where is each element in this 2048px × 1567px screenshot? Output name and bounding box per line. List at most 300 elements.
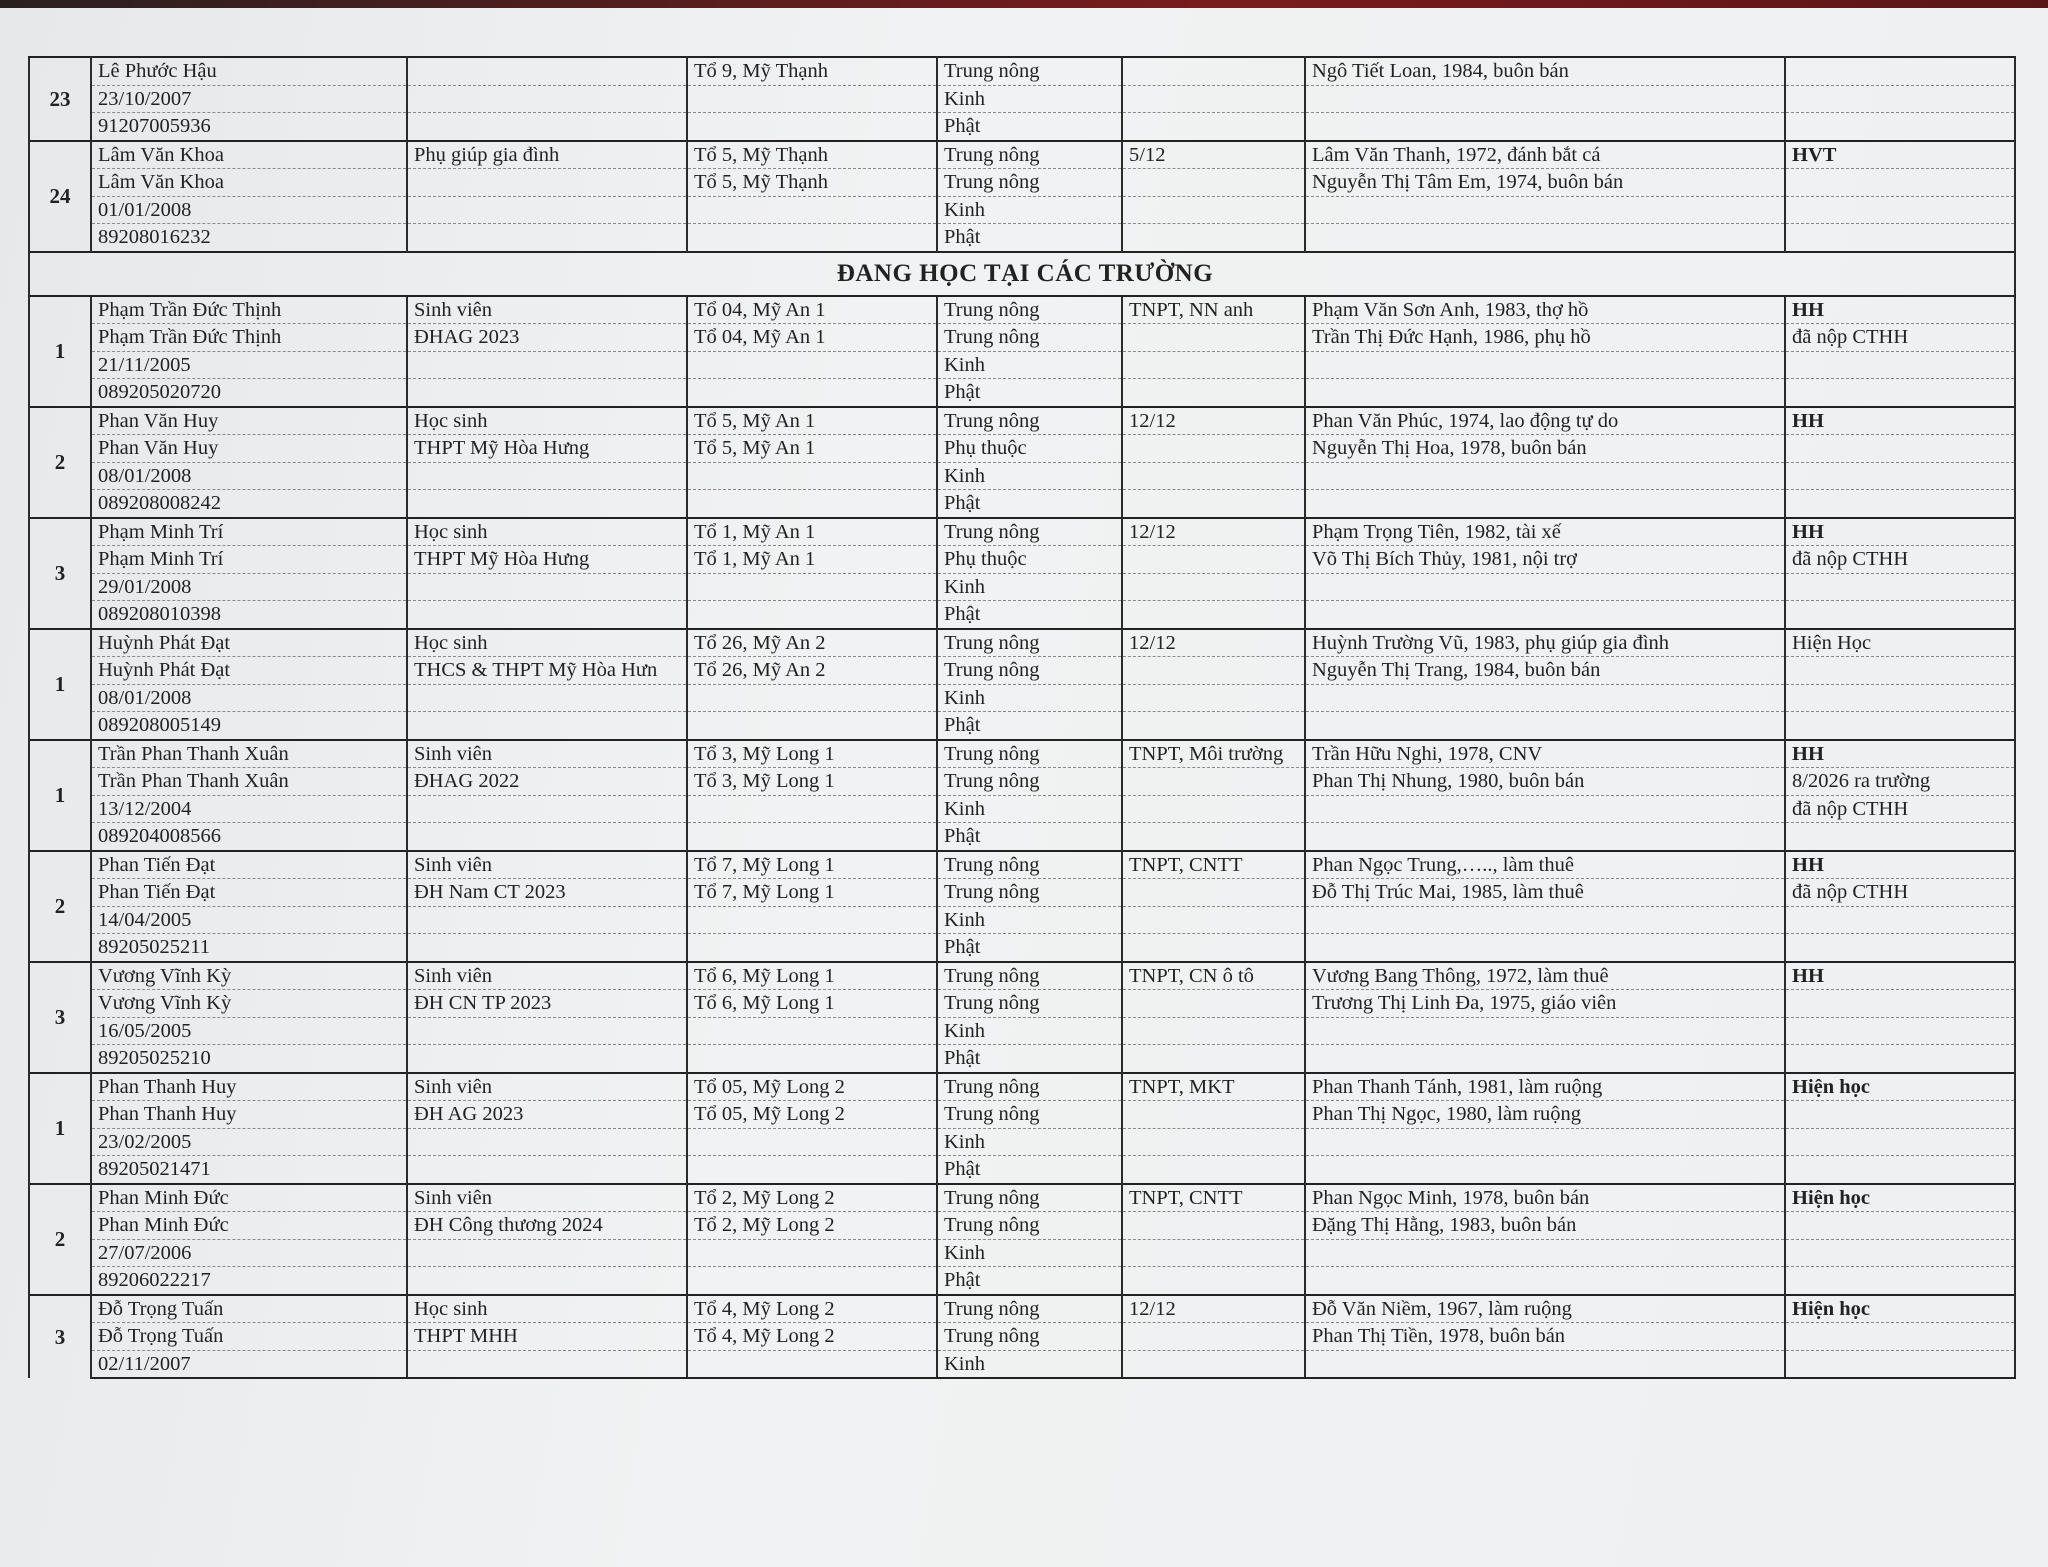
cell-name: 89205021471: [91, 1156, 407, 1184]
cell-class: Phật: [937, 1267, 1122, 1295]
cell-job: ĐH Nam CT 2023: [407, 879, 687, 907]
cell-name: Phan Minh Đức: [91, 1184, 407, 1212]
cell-parent: [1305, 1128, 1785, 1156]
cell-name: 91207005936: [91, 113, 407, 141]
cell-parent: Đặng Thị Hằng, 1983, buôn bán: [1305, 1212, 1785, 1240]
cell-name: 089204008566: [91, 823, 407, 851]
cell-edu: TNPT, CNTT: [1122, 851, 1305, 879]
cell-parent: [1305, 351, 1785, 379]
table-row: [29, 768, 2015, 796]
table-row: [29, 546, 2015, 574]
cell-edu: [1122, 1128, 1305, 1156]
cell-job: THPT MHH: [407, 1323, 687, 1351]
cell-parent: Trương Thị Linh Đa, 1975, giáo viên: [1305, 990, 1785, 1018]
cell-note: [1785, 85, 2015, 113]
cell-name: Phan Thanh Huy: [91, 1073, 407, 1101]
cell-name: 14/04/2005: [91, 906, 407, 934]
cell-edu: [1122, 546, 1305, 574]
cell-parent: Vương Bang Thông, 1972, làm thuê: [1305, 962, 1785, 990]
table-row: [29, 224, 2015, 252]
cell-note: đã nộp CTHH: [1785, 546, 2015, 574]
cell-parent: Huỳnh Trường Vũ, 1983, phụ giúp gia đình: [1305, 629, 1785, 657]
cell-parent: Phan Thị Ngọc, 1980, làm ruộng: [1305, 1101, 1785, 1129]
cell-name: Lâm Văn Khoa: [91, 169, 407, 197]
table-row: [29, 57, 2015, 85]
cell-addr: [687, 1156, 937, 1184]
table-row: [29, 1017, 2015, 1045]
cell-addr: Tổ 26, Mỹ An 2: [687, 657, 937, 685]
cell-class: Trung nông: [937, 324, 1122, 352]
table-row: [29, 851, 2015, 879]
cell-edu: [1122, 1239, 1305, 1267]
table-row: [29, 1239, 2015, 1267]
cell-addr: Tổ 6, Mỹ Long 1: [687, 962, 937, 990]
cell-addr: Tổ 05, Mỹ Long 2: [687, 1073, 937, 1101]
table-row: [29, 795, 2015, 823]
cell-name: Phạm Trần Đức Thịnh: [91, 296, 407, 324]
cell-addr: Tổ 3, Mỹ Long 1: [687, 740, 937, 768]
cell-addr: Tổ 1, Mỹ An 1: [687, 546, 937, 574]
table-row: [29, 601, 2015, 629]
table-row: [29, 85, 2015, 113]
cell-name: 089208008242: [91, 490, 407, 518]
cell-addr: [687, 1239, 937, 1267]
table-row: [29, 351, 2015, 379]
cell-addr: [687, 795, 937, 823]
cell-class: Phật: [937, 712, 1122, 740]
cell-class: Phật: [937, 1045, 1122, 1073]
cell-note: Hiện Học: [1785, 629, 2015, 657]
cell-addr: [687, 462, 937, 490]
cell-class: Trung nông: [937, 740, 1122, 768]
cell-name: Phan Tiến Đạt: [91, 851, 407, 879]
cell-note: [1785, 196, 2015, 224]
cell-parent: [1305, 823, 1785, 851]
cell-parent: [1305, 712, 1785, 740]
cell-addr: [687, 490, 937, 518]
cell-class: Phật: [937, 224, 1122, 252]
cell-addr: Tổ 1, Mỹ An 1: [687, 518, 937, 546]
cell-parent: Lâm Văn Thanh, 1972, đánh bắt cá: [1305, 141, 1785, 169]
cell-name: Trần Phan Thanh Xuân: [91, 740, 407, 768]
cell-class: Trung nông: [937, 879, 1122, 907]
row-number: 1: [29, 296, 91, 407]
cell-note: HVT: [1785, 141, 2015, 169]
cell-addr: Tổ 4, Mỹ Long 2: [687, 1295, 937, 1323]
cell-note: HH: [1785, 740, 2015, 768]
cell-name: Phan Văn Huy: [91, 407, 407, 435]
cell-parent: Võ Thị Bích Thủy, 1981, nội trợ: [1305, 546, 1785, 574]
cell-class: Kinh: [937, 85, 1122, 113]
cell-class: Kinh: [937, 351, 1122, 379]
section-title: ĐANG HỌC TẠI CÁC TRƯỜNG: [29, 252, 2015, 296]
cell-note: [1785, 1350, 2015, 1378]
cell-name: Đỗ Trọng Tuấn: [91, 1295, 407, 1323]
cell-job: THPT Mỹ Hòa Hưng: [407, 435, 687, 463]
cell-parent: [1305, 1156, 1785, 1184]
table-row: [29, 934, 2015, 962]
cell-class: Phật: [937, 1156, 1122, 1184]
row-number: 1: [29, 1073, 91, 1184]
table-row: [29, 684, 2015, 712]
cell-name: 89205025211: [91, 934, 407, 962]
cell-job: [407, 351, 687, 379]
cell-parent: [1305, 906, 1785, 934]
cell-job: Sinh viên: [407, 740, 687, 768]
cell-parent: Phạm Văn Sơn Anh, 1983, thợ hồ: [1305, 296, 1785, 324]
cell-job: [407, 1017, 687, 1045]
cell-name: 29/01/2008: [91, 573, 407, 601]
cell-job: [407, 113, 687, 141]
cell-name: Phan Thanh Huy: [91, 1101, 407, 1129]
cell-class: Phật: [937, 601, 1122, 629]
table-row: [29, 1156, 2015, 1184]
cell-note: 8/2026 ra trường: [1785, 768, 2015, 796]
cell-job: [407, 169, 687, 197]
cell-note: [1785, 1045, 2015, 1073]
cell-job: [407, 1239, 687, 1267]
cell-note: [1785, 657, 2015, 685]
cell-parent: [1305, 573, 1785, 601]
cell-parent: [1305, 1239, 1785, 1267]
cell-note: [1785, 224, 2015, 252]
cell-class: Kinh: [937, 196, 1122, 224]
cell-job: THPT Mỹ Hòa Hưng: [407, 546, 687, 574]
cell-job: Học sinh: [407, 407, 687, 435]
cell-name: 089208005149: [91, 712, 407, 740]
cell-job: [407, 1156, 687, 1184]
table-row: [29, 141, 2015, 169]
cell-addr: Tổ 6, Mỹ Long 1: [687, 990, 937, 1018]
cell-job: ĐHAG 2023: [407, 324, 687, 352]
cell-parent: Phan Thanh Tánh, 1981, làm ruộng: [1305, 1073, 1785, 1101]
cell-addr: Tổ 04, Mỹ An 1: [687, 296, 937, 324]
table-row: [29, 296, 2015, 324]
cell-addr: [687, 601, 937, 629]
table-row: [29, 1045, 2015, 1073]
cell-job: [407, 795, 687, 823]
cell-addr: [687, 1017, 937, 1045]
cell-edu: 5/12: [1122, 141, 1305, 169]
cell-edu: 12/12: [1122, 629, 1305, 657]
cell-addr: [687, 712, 937, 740]
cell-edu: [1122, 795, 1305, 823]
cell-name: Lê Phước Hậu: [91, 57, 407, 85]
cell-note: đã nộp CTHH: [1785, 795, 2015, 823]
cell-parent: [1305, 490, 1785, 518]
cell-class: Kinh: [937, 1239, 1122, 1267]
cell-edu: [1122, 1156, 1305, 1184]
cell-parent: Nguyễn Thị Tâm Em, 1974, buôn bán: [1305, 169, 1785, 197]
cell-note: [1785, 435, 2015, 463]
table-row: [29, 712, 2015, 740]
cell-note: [1785, 169, 2015, 197]
table-row: [29, 1212, 2015, 1240]
cell-job: ĐH CN TP 2023: [407, 990, 687, 1018]
cell-note: [1785, 1128, 2015, 1156]
table-row: [29, 990, 2015, 1018]
cell-edu: [1122, 879, 1305, 907]
cell-note: [1785, 57, 2015, 85]
cell-class: Phật: [937, 379, 1122, 407]
cell-parent: [1305, 462, 1785, 490]
cell-name: 27/07/2006: [91, 1239, 407, 1267]
cell-name: 23/10/2007: [91, 85, 407, 113]
table-row: [29, 435, 2015, 463]
cell-parent: [1305, 795, 1785, 823]
cell-parent: Nguyễn Thị Hoa, 1978, buôn bán: [1305, 435, 1785, 463]
cell-job: [407, 57, 687, 85]
cell-note: HH: [1785, 962, 2015, 990]
cell-edu: [1122, 1267, 1305, 1295]
cell-name: Phạm Minh Trí: [91, 518, 407, 546]
cell-addr: Tổ 2, Mỹ Long 2: [687, 1184, 937, 1212]
cell-note: đã nộp CTHH: [1785, 879, 2015, 907]
section-header-row: [29, 252, 2015, 296]
cell-edu: [1122, 573, 1305, 601]
cell-edu: [1122, 990, 1305, 1018]
cell-job: [407, 823, 687, 851]
cell-edu: [1122, 57, 1305, 85]
cell-parent: Ngô Tiết Loan, 1984, buôn bán: [1305, 57, 1785, 85]
cell-job: [407, 601, 687, 629]
cell-class: Trung nông: [937, 1101, 1122, 1129]
cell-note: [1785, 934, 2015, 962]
row-number: 24: [29, 141, 91, 252]
cell-note: [1785, 1323, 2015, 1351]
cell-parent: Phan Ngọc Trung,….., làm thuê: [1305, 851, 1785, 879]
cell-parent: Đỗ Văn Niềm, 1967, làm ruộng: [1305, 1295, 1785, 1323]
cell-parent: Phan Thị Tiền, 1978, buôn bán: [1305, 1323, 1785, 1351]
cell-note: [1785, 1156, 2015, 1184]
cell-name: 08/01/2008: [91, 462, 407, 490]
cell-addr: [687, 934, 937, 962]
table-row: [29, 462, 2015, 490]
cell-class: Kinh: [937, 1350, 1122, 1378]
cell-parent: Đỗ Thị Trúc Mai, 1985, làm thuê: [1305, 879, 1785, 907]
cell-addr: Tổ 04, Mỹ An 1: [687, 324, 937, 352]
cell-name: 13/12/2004: [91, 795, 407, 823]
cell-class: Trung nông: [937, 768, 1122, 796]
cell-addr: [687, 351, 937, 379]
cell-job: [407, 1128, 687, 1156]
cell-job: THCS & THPT Mỹ Hòa Hưn: [407, 657, 687, 685]
cell-class: Phụ thuộc: [937, 435, 1122, 463]
cell-edu: [1122, 823, 1305, 851]
cell-name: 21/11/2005: [91, 351, 407, 379]
cell-job: Học sinh: [407, 518, 687, 546]
cell-addr: [687, 684, 937, 712]
table-row: [29, 1184, 2015, 1212]
cell-parent: [1305, 1017, 1785, 1045]
cell-name: Phan Văn Huy: [91, 435, 407, 463]
cell-addr: [687, 113, 937, 141]
cell-class: Trung nông: [937, 657, 1122, 685]
cell-job: Học sinh: [407, 1295, 687, 1323]
cell-addr: Tổ 4, Mỹ Long 2: [687, 1323, 937, 1351]
cell-parent: Trần Thị Đức Hạnh, 1986, phụ hồ: [1305, 324, 1785, 352]
cell-note: [1785, 1212, 2015, 1240]
cell-name: 89205025210: [91, 1045, 407, 1073]
cell-addr: Tổ 05, Mỹ Long 2: [687, 1101, 937, 1129]
cell-note: [1785, 601, 2015, 629]
cell-job: [407, 712, 687, 740]
cell-name: 23/02/2005: [91, 1128, 407, 1156]
cell-class: Trung nông: [937, 518, 1122, 546]
cell-parent: Trần Hữu Nghi, 1978, CNV: [1305, 740, 1785, 768]
cell-parent: Phan Văn Phúc, 1974, lao động tự do: [1305, 407, 1785, 435]
table-row: [29, 879, 2015, 907]
cell-edu: [1122, 351, 1305, 379]
cell-edu: [1122, 657, 1305, 685]
cell-name: Phạm Minh Trí: [91, 546, 407, 574]
cell-edu: [1122, 906, 1305, 934]
cell-addr: [687, 573, 937, 601]
cell-job: ĐH AG 2023: [407, 1101, 687, 1129]
table-row: [29, 1323, 2015, 1351]
cell-edu: [1122, 324, 1305, 352]
table-row: [29, 1073, 2015, 1101]
cell-class: Kinh: [937, 1017, 1122, 1045]
table-row: [29, 407, 2015, 435]
cell-job: [407, 906, 687, 934]
cell-addr: [687, 1128, 937, 1156]
cell-addr: Tổ 2, Mỹ Long 2: [687, 1212, 937, 1240]
cell-note: Hiện học: [1785, 1184, 2015, 1212]
cell-job: [407, 85, 687, 113]
cell-addr: [687, 906, 937, 934]
cell-addr: Tổ 5, Mỹ An 1: [687, 407, 937, 435]
table-row: [29, 196, 2015, 224]
cell-job: ĐH Công thương 2024: [407, 1212, 687, 1240]
cell-edu: TNPT, NN anh: [1122, 296, 1305, 324]
cell-edu: [1122, 1323, 1305, 1351]
cell-note: [1785, 684, 2015, 712]
cell-class: Trung nông: [937, 296, 1122, 324]
cell-name: Phan Tiến Đạt: [91, 879, 407, 907]
row-number: 1: [29, 740, 91, 851]
table-row: [29, 906, 2015, 934]
cell-note: [1785, 1239, 2015, 1267]
cell-class: Trung nông: [937, 1295, 1122, 1323]
cell-name: Trần Phan Thanh Xuân: [91, 768, 407, 796]
cell-edu: [1122, 684, 1305, 712]
cell-note: [1785, 462, 2015, 490]
cell-note: [1785, 1017, 2015, 1045]
cell-class: Trung nông: [937, 1212, 1122, 1240]
cell-parent: [1305, 934, 1785, 962]
cell-note: [1785, 906, 2015, 934]
cell-edu: [1122, 85, 1305, 113]
table-row: [29, 823, 2015, 851]
cell-name: Phạm Trần Đức Thịnh: [91, 324, 407, 352]
cell-job: [407, 1045, 687, 1073]
cell-addr: Tổ 26, Mỹ An 2: [687, 629, 937, 657]
cell-class: Trung nông: [937, 990, 1122, 1018]
cell-job: [407, 490, 687, 518]
cell-class: Trung nông: [937, 141, 1122, 169]
row-number: 23: [29, 57, 91, 141]
cell-edu: [1122, 462, 1305, 490]
cell-addr: [687, 1267, 937, 1295]
cell-name: 08/01/2008: [91, 684, 407, 712]
cell-addr: [687, 196, 937, 224]
cell-parent: Phạm Trọng Tiên, 1982, tài xế: [1305, 518, 1785, 546]
table-row: [29, 1267, 2015, 1295]
cell-edu: [1122, 934, 1305, 962]
row-number: 3: [29, 1295, 91, 1379]
cell-job: [407, 1267, 687, 1295]
table-row: [29, 169, 2015, 197]
cell-class: Trung nông: [937, 407, 1122, 435]
cell-job: [407, 684, 687, 712]
cell-name: 089205020720: [91, 379, 407, 407]
cell-class: Trung nông: [937, 851, 1122, 879]
cell-note: [1785, 1101, 2015, 1129]
cell-job: Sinh viên: [407, 1184, 687, 1212]
cell-addr: [687, 823, 937, 851]
cell-note: HH: [1785, 296, 2015, 324]
cell-edu: 12/12: [1122, 518, 1305, 546]
cell-edu: 12/12: [1122, 1295, 1305, 1323]
table-row: [29, 518, 2015, 546]
cell-job: [407, 462, 687, 490]
cell-class: Phật: [937, 113, 1122, 141]
cell-parent: [1305, 1045, 1785, 1073]
cell-class: Phật: [937, 934, 1122, 962]
cell-note: [1785, 379, 2015, 407]
cell-note: [1785, 990, 2015, 1018]
cell-edu: [1122, 1350, 1305, 1378]
cell-edu: [1122, 169, 1305, 197]
cell-edu: [1122, 113, 1305, 141]
table-row: [29, 379, 2015, 407]
cell-job: [407, 196, 687, 224]
cell-name: Huỳnh Phát Đạt: [91, 629, 407, 657]
cell-class: Kinh: [937, 684, 1122, 712]
cell-parent: [1305, 1267, 1785, 1295]
cell-class: Trung nông: [937, 962, 1122, 990]
cell-class: Phật: [937, 490, 1122, 518]
cell-parent: Phan Thị Nhung, 1980, buôn bán: [1305, 768, 1785, 796]
cell-edu: TNPT, MKT: [1122, 1073, 1305, 1101]
row-number: 1: [29, 629, 91, 740]
table-row: [29, 962, 2015, 990]
cell-job: [407, 379, 687, 407]
row-number: 2: [29, 1184, 91, 1295]
cell-job: Phụ giúp gia đình: [407, 141, 687, 169]
cell-edu: [1122, 1212, 1305, 1240]
cell-name: Vương Vĩnh Kỳ: [91, 962, 407, 990]
cell-edu: [1122, 490, 1305, 518]
cell-job: Sinh viên: [407, 962, 687, 990]
cell-name: 01/01/2008: [91, 196, 407, 224]
cell-edu: [1122, 768, 1305, 796]
cell-note: HH: [1785, 407, 2015, 435]
cell-name: 02/11/2007: [91, 1350, 407, 1378]
cell-note: [1785, 573, 2015, 601]
cell-parent: [1305, 601, 1785, 629]
cell-addr: Tổ 5, Mỹ An 1: [687, 435, 937, 463]
cell-class: Trung nông: [937, 1323, 1122, 1351]
cell-class: Trung nông: [937, 1073, 1122, 1101]
cell-job: [407, 934, 687, 962]
row-number: 2: [29, 407, 91, 518]
cell-edu: TNPT, CN ô tô: [1122, 962, 1305, 990]
cell-class: Kinh: [937, 1128, 1122, 1156]
cell-class: Trung nông: [937, 169, 1122, 197]
cell-name: Lâm Văn Khoa: [91, 141, 407, 169]
